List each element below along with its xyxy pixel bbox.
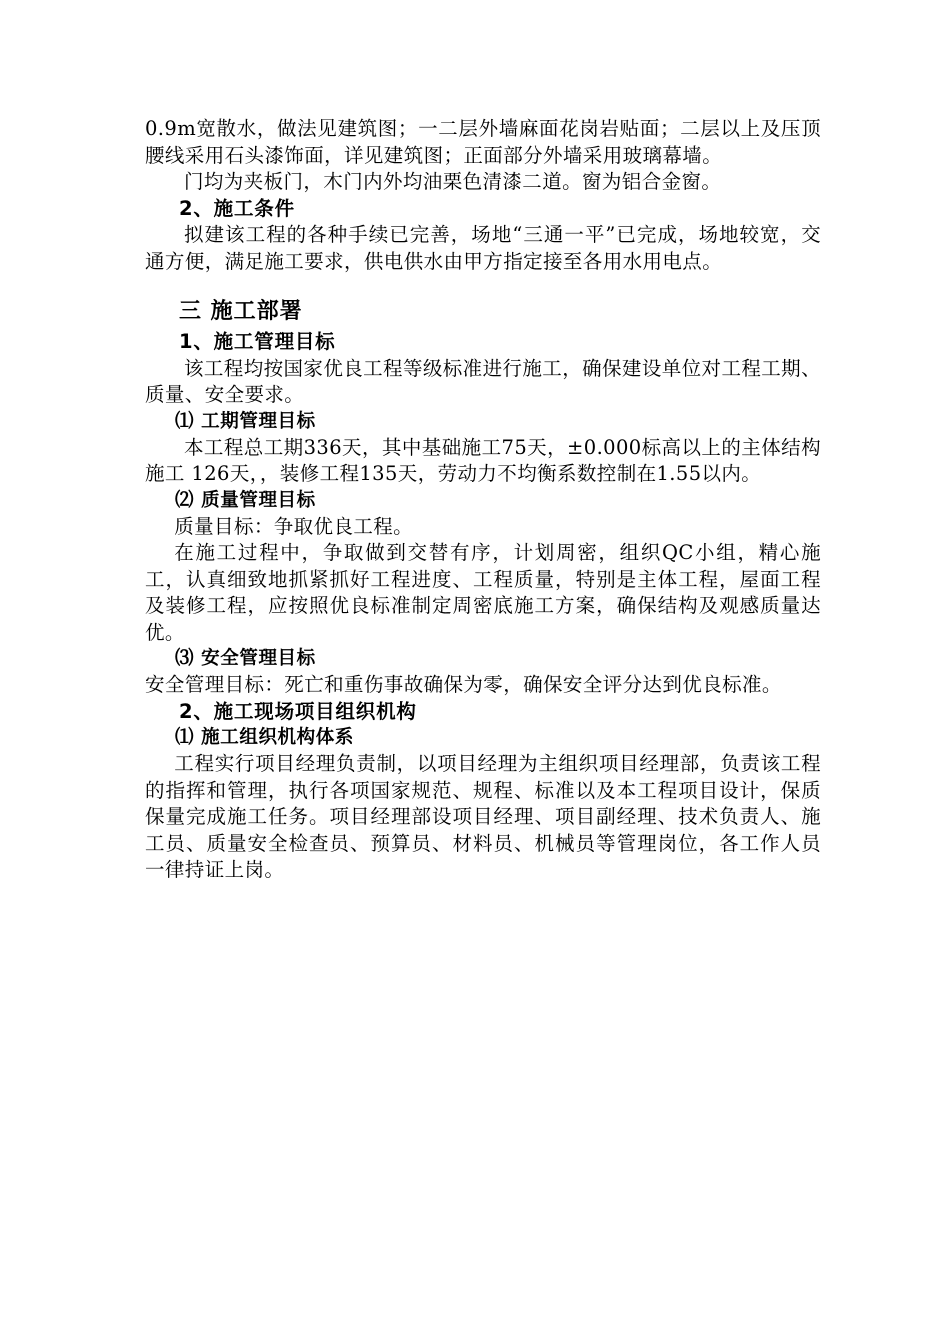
heading-construction-conditions: 2、施工条件 bbox=[179, 196, 295, 220]
paragraph-exterior-finish: 0.9m宽散水，做法见建筑图；一二层外墙麻面花岗岩贴面；二层以上及压顶腰线采用石头漆饰面，详见建筑图；正面部分外墙采用玻璃幕墙。 bbox=[145, 117, 821, 167]
paragraph-quality-standard: 该工程均按国家优良工程等级标准进行施工，确保建设单位对工程工期、质量、安全要求。 bbox=[145, 356, 821, 406]
heading-quality-goal: ⑵ 质量管理目标 bbox=[175, 489, 316, 511]
paragraph-doors-windows: 门均为夹板门，木门内外均油栗色清漆二道。窗为铝合金窗。 bbox=[184, 170, 722, 193]
paragraph-org-structure: 工程实行项目经理负责制，以项目经理为主组织项目经理部，负责该工程的指挥和管理，执行各项国家规范、规程、标准以及本工程项目设计，保质保量完成施工任务。项目经理部设项目经理、项目副经理、技术负责人、施工员、质量安全检查员、预算员、材料员、机械员等管理岗位，各工作人员一律持证上岗。 bbox=[145, 752, 821, 881]
heading-management-goals: 1、施工管理目标 bbox=[179, 330, 336, 353]
heading-schedule-goal: ⑴ 工期管理目标 bbox=[175, 410, 316, 432]
document-page bbox=[145, 116, 821, 884]
heading-org-system: ⑴ 施工组织机构体系 bbox=[175, 727, 354, 748]
paragraph-quality-target: 质量目标：争取优良工程。 bbox=[174, 514, 414, 538]
paragraph-safety-target: 安全管理目标：死亡和重伤事故确保为零，确保安全评分达到优良标准。 bbox=[145, 673, 782, 696]
heading-site-organization: 2、施工现场项目组织机构 bbox=[179, 699, 417, 723]
paragraph-quality-process: 在施工过程中，争取做到交替有序，计划周密，组织QC小组，精心施工，认真细致地抓紧抓好工程进度、工程质量，特别是主体工程，屋面工程及装修工程，应按照优良标准制定周密底施工方案，确保结构及观感质量达优。 bbox=[145, 541, 821, 644]
heading-construction-deployment: 三 施工部署 bbox=[179, 299, 303, 324]
paragraph-site-conditions: 拟建该工程的各种手续已完善，场地“三通一平”已完成，场地较宽，交通方便，满足施工要求，供电供水由甲方指定接至各用水用电点。 bbox=[145, 223, 821, 273]
paragraph-schedule: 本工程总工期336天，其中基础施工75天，±0.000标高以上的主体结构施工 126天，，装修工程135天，劳动力不均衡系数控制在1.55以内。 bbox=[145, 435, 821, 485]
heading-safety-goal: ⑶ 安全管理目标 bbox=[175, 648, 316, 669]
